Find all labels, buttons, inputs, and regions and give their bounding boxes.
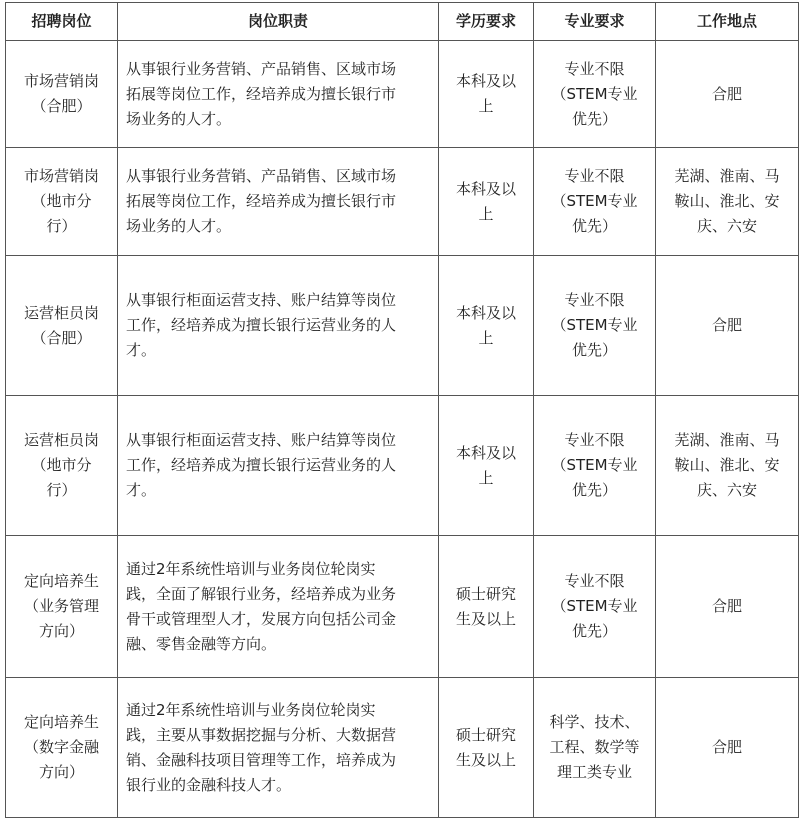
location-line: 鞍山、淮北、安 xyxy=(674,456,780,474)
duty-line: 通过2年系统性培训与业务岗位轮岗实 xyxy=(126,559,376,578)
position-line: 行） xyxy=(46,217,77,235)
table-row xyxy=(6,256,799,396)
duty-cell xyxy=(118,396,439,536)
major-line: 优先） xyxy=(571,109,617,128)
duty-line: 从事银行柜面运营支持、账户结算等岗位 xyxy=(126,431,397,449)
location-cell xyxy=(656,536,799,678)
location-line: 庆、六安 xyxy=(696,481,757,499)
education-line: 硕士研究 xyxy=(455,725,516,744)
major-line: 专业不限 xyxy=(564,572,625,590)
duty-line: 从事银行业务营销、产品销售、区域市场 xyxy=(126,167,397,185)
position-cell xyxy=(6,41,118,148)
position-line: 运营柜员岗 xyxy=(23,431,99,449)
education-cell xyxy=(439,678,534,818)
duty-cell xyxy=(118,256,439,396)
location-line: 庆、六安 xyxy=(696,217,757,235)
position-cell xyxy=(6,678,118,818)
major-line: 优先） xyxy=(571,622,617,640)
position-cell xyxy=(6,256,118,396)
position-line: 行） xyxy=(46,481,77,499)
education-line: 本科及以 xyxy=(455,179,516,198)
education-cell xyxy=(439,41,534,148)
position-cell xyxy=(6,536,118,678)
location-cell xyxy=(656,148,799,256)
education-cell xyxy=(439,148,534,256)
major-line: 理工类专业 xyxy=(556,763,632,781)
education-line: 生及以上 xyxy=(455,750,516,769)
major-cell xyxy=(534,148,656,256)
position-line: 市场营销岗 xyxy=(23,72,99,90)
education-line: 本科及以 xyxy=(455,443,516,462)
duty-line: 从事银行业务营销、产品销售、区域市场 xyxy=(126,59,397,78)
table-row xyxy=(6,678,799,818)
header-major: 专业要求 xyxy=(534,3,656,41)
education-line: 本科及以 xyxy=(455,303,516,322)
duty-line: 践，全面了解银行业务，经培养成为业务 xyxy=(126,584,397,603)
education-cell xyxy=(439,396,534,536)
header-duty: 岗位职责 xyxy=(118,3,439,41)
major-line: （STEM专业 xyxy=(551,456,638,474)
location-line: 芜湖、淮南、马 xyxy=(674,431,780,449)
table-row xyxy=(6,536,799,678)
major-line: 科学、技术、 xyxy=(549,713,640,731)
header-location: 工作地点 xyxy=(656,3,799,41)
location-cell xyxy=(656,678,799,818)
major-line: （STEM专业 xyxy=(551,84,638,103)
major-line: 专业不限 xyxy=(564,167,625,185)
education-line: 本科及以 xyxy=(455,72,516,90)
major-line: 优先） xyxy=(571,341,617,359)
education-cell xyxy=(439,536,534,678)
duty-line: 骨干或管理型人才，发展方向包括公司金 xyxy=(126,609,397,628)
major-cell xyxy=(534,396,656,536)
duty-line: 场业务的人才。 xyxy=(126,109,232,128)
location-line: 鞍山、淮北、安 xyxy=(674,192,780,210)
position-line: （业务管理 xyxy=(23,597,99,615)
education-cell xyxy=(439,256,534,396)
duty-line: 才。 xyxy=(126,481,157,499)
education-line: 上 xyxy=(478,328,494,347)
education-line: 生及以上 xyxy=(455,609,516,628)
education-line: 上 xyxy=(478,97,494,115)
major-line: （STEM专业 xyxy=(551,597,638,615)
position-line: 市场营销岗 xyxy=(23,167,99,185)
duty-cell xyxy=(118,41,439,148)
duty-line: 工作，经培养成为擅长银行运营业务的人 xyxy=(126,316,397,334)
position-line: 运营柜员岗 xyxy=(23,303,99,322)
location-cell xyxy=(656,256,799,396)
duty-line: 通过2年系统性培训与业务岗位轮岗实 xyxy=(126,700,376,719)
header-education: 学历要求 xyxy=(439,3,534,41)
major-cell xyxy=(534,41,656,148)
major-line: 专业不限 xyxy=(564,59,625,78)
position-line: 定向培养生 xyxy=(23,713,99,731)
location-line: 合肥 xyxy=(711,597,742,615)
position-line: （合肥） xyxy=(31,328,92,347)
major-cell xyxy=(534,256,656,396)
duty-cell xyxy=(118,678,439,818)
duty-line: 拓展等岗位工作，经培养成为擅长银行市 xyxy=(126,192,397,210)
position-line: 方向） xyxy=(38,763,84,781)
duty-line: 拓展等岗位工作，经培养成为擅长银行市 xyxy=(126,84,397,103)
duty-line: 践，主要从事数据挖掘与分析、大数据营 xyxy=(126,725,397,744)
position-line: （数字金融 xyxy=(23,738,99,756)
duty-line: 融、零售金融等方向。 xyxy=(126,634,277,653)
position-line: （合肥） xyxy=(31,97,92,115)
education-line: 上 xyxy=(478,204,494,223)
location-cell xyxy=(656,41,799,148)
position-cell xyxy=(6,148,118,256)
duty-line: 银行业的金融科技人才。 xyxy=(126,775,292,794)
duty-cell xyxy=(118,148,439,256)
duty-cell xyxy=(118,536,439,678)
education-line: 硕士研究 xyxy=(455,584,516,603)
major-cell xyxy=(534,536,656,678)
duty-line: 才。 xyxy=(126,341,157,359)
position-line: （地市分 xyxy=(31,456,92,474)
location-cell xyxy=(656,396,799,536)
major-line: （STEM专业 xyxy=(551,316,638,334)
header-position: 招聘岗位 xyxy=(6,3,118,41)
table-row xyxy=(6,148,799,256)
duty-line: 工作，经培养成为擅长银行运营业务的人 xyxy=(126,456,397,474)
duty-line: 场业务的人才。 xyxy=(126,217,232,235)
duty-line: 从事银行柜面运营支持、账户结算等岗位 xyxy=(126,291,397,309)
major-line: （STEM专业 xyxy=(551,192,638,210)
recruitment-table xyxy=(5,2,799,818)
location-line: 合肥 xyxy=(711,84,742,103)
table-row xyxy=(6,41,799,148)
position-line: 方向） xyxy=(38,622,84,640)
header-row xyxy=(6,3,799,41)
location-line: 芜湖、淮南、马 xyxy=(674,167,780,185)
major-cell xyxy=(534,678,656,818)
major-line: 工程、数学等 xyxy=(549,738,640,756)
location-line: 合肥 xyxy=(711,738,742,756)
position-line: 定向培养生 xyxy=(23,572,99,590)
duty-line: 销、金融科技项目管理等工作，培养成为 xyxy=(126,750,397,769)
major-line: 专业不限 xyxy=(564,431,625,449)
location-line: 合肥 xyxy=(711,316,742,334)
education-line: 上 xyxy=(478,468,494,487)
position-cell xyxy=(6,396,118,536)
major-line: 优先） xyxy=(571,217,617,235)
major-line: 优先） xyxy=(571,481,617,499)
position-line: （地市分 xyxy=(31,192,92,210)
table-row xyxy=(6,396,799,536)
major-line: 专业不限 xyxy=(564,291,625,309)
